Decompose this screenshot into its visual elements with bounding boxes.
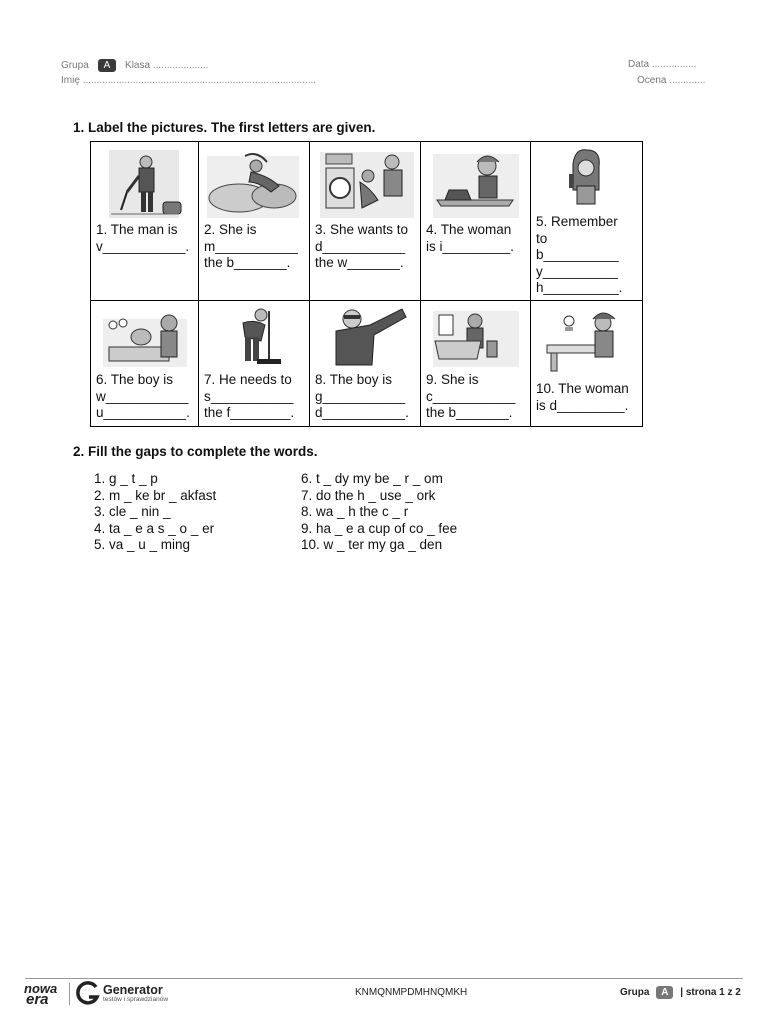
picture-caption-7: 7. He needs to s___________ the f________. [204,372,295,420]
generator-subtitle: testów i sprawdzianów [103,996,169,1003]
data-label: Data [628,59,650,70]
word-item-4: 4. ta _ e a s _ o _ er [94,520,215,536]
footer-page-info [620,986,741,999]
picture-caption-4: 4. The woman is i_________. [426,222,514,254]
picture-cell-7 [199,301,310,427]
exercise-2-title: 2. Fill the gaps to complete the words. [73,444,318,459]
word-item-10: 10. w _ ter my ga _ den [301,537,443,552]
header-imie-line [61,75,316,86]
generator-logo-icon [76,981,100,1007]
picture-cell-3 [310,142,421,301]
picture-row-1 [91,142,643,301]
picture-cell-2 [199,142,310,301]
woman-cleaning-bath-illustration [421,301,530,371]
document-code: KNMQNMPDMHNQMKH [355,987,468,998]
footer-divider [25,978,743,979]
word-item-8: 8. wa _ h the c _ r [301,504,409,519]
logo-separator [69,983,70,1005]
footer-grupa-label: Grupa [620,987,650,998]
header-data-line [628,59,696,70]
word-item-3: 3. cle _ nin _ [94,504,171,519]
picture-cell-10 [531,301,643,427]
picture-cell-4 [421,142,531,301]
picture-row-2 [91,301,643,427]
header-grupa-line [61,59,208,72]
picture-cell-8 [310,301,421,427]
word-item-5: 5. va _ u _ ming [94,537,191,552]
picture-caption-9: 9. She is c___________ the b_______. [426,372,516,420]
grupa-label: Grupa [61,60,89,71]
woman-making-bed-illustration [199,142,309,222]
picture-caption-2: 2. She is m___________ the b_______. [204,222,298,270]
word-item-2: 2. m _ ke br _ akfast [94,487,217,503]
nowa-era-logo [24,981,58,1008]
word-list-left [94,471,216,554]
word-list-right [301,471,457,554]
imie-dots: .................................................................................... [82,75,317,86]
imie-label: Imię [61,75,80,86]
logo-word-era: era [26,991,49,1008]
picture-caption-3: 3. She wants to d___________ the w_______. [315,222,409,270]
picture-caption-5: 5. Remember to b__________ y__________ h__________. [536,214,623,295]
boy-washing-up-illustration [91,301,198,371]
klasa-label: Klasa [125,60,151,71]
ocena-dots: ............. [669,75,706,86]
ocena-label: Ocena [637,75,667,86]
header-ocena-line [637,75,705,86]
word-item-7: 7. do the h _ use _ ork [301,487,436,503]
grupa-badge: A [98,59,117,72]
girl-brushing-hair-illustration [531,142,642,212]
boy-getting-dressed-illustration [310,301,420,371]
woman-dusting-illustration [531,301,642,377]
picture-cell-6 [91,301,199,427]
word-item-6: 6. t _ dy my be _ r _ om [301,471,443,486]
word-item-1: 1. g _ t _ p [94,471,158,486]
picture-cell-1 [91,142,199,301]
exercise-1-title: 1. Label the pictures. The first letters are given. [73,120,376,135]
man-sweeping-illustration [199,301,309,371]
footer-page-text: | strona 1 z 2 [680,987,741,998]
picture-table [90,141,643,427]
generator-title: Generator [103,983,163,997]
picture-caption-6: 6. The boy is w___________ u___________. [96,372,190,420]
picture-caption-10: 10. The woman is d_________. [536,381,629,413]
klasa-dots: .................... [152,60,209,71]
picture-cell-9 [421,301,531,427]
footer-grupa-badge: A [656,986,673,999]
word-item-9: 9. ha _ e a cup of co _ fee [301,520,458,536]
data-dots: ................ [651,59,697,70]
logo-word-nowa: nowa [24,981,58,996]
woman-ironing-illustration [421,142,530,222]
couple-washing-machine-illustration [310,142,420,222]
picture-caption-8: 8. The boy is g___________ d___________. [315,372,409,420]
man-vacuuming-illustration [91,142,198,222]
picture-cell-5 [531,142,643,301]
picture-caption-1: 1. The man is v___________. [96,222,190,254]
